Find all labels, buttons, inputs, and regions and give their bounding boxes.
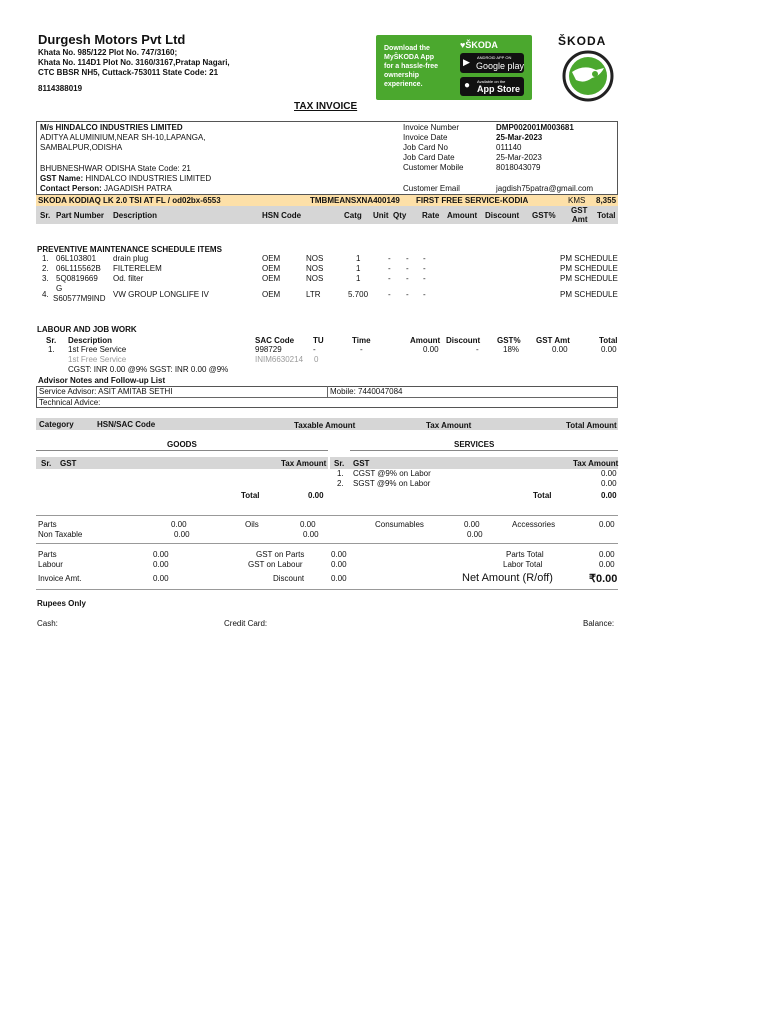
app-store-badge[interactable]: [460, 77, 524, 96]
banner-line2: MyŠKODA App: [384, 54, 435, 61]
vehicle-vin: TMBMEANSXNA400149: [310, 196, 400, 205]
parts-total-label: Parts Total: [506, 550, 544, 559]
col-sr: Sr.: [40, 211, 51, 220]
labour-sub-tu: 0: [314, 355, 319, 364]
kms-label: KMS: [568, 196, 586, 205]
parts-label: Parts: [38, 520, 57, 529]
gst-labour-label: GST on Labour: [248, 560, 303, 569]
play-icon: ▶: [463, 57, 470, 67]
labour-gstp: 18%: [503, 345, 520, 354]
app-banner[interactable]: [376, 35, 532, 100]
labour-col-amount: Amount: [410, 336, 441, 345]
pm-catg: OEM: [262, 274, 281, 283]
labour-discount: -: [476, 345, 479, 354]
pm-rate: -: [388, 264, 391, 273]
pm-amount: -: [406, 264, 409, 273]
labour-col-total: Total: [599, 336, 618, 345]
advisor-title: Advisor Notes and Follow-up List: [38, 376, 166, 385]
pm-desc: drain plug: [113, 254, 149, 263]
pm-rate: -: [388, 290, 391, 299]
pm-desc: Od. filter: [113, 274, 144, 283]
parts2-label: Parts: [38, 550, 57, 559]
pm-discount: -: [423, 254, 426, 263]
col-rate: Rate: [422, 211, 440, 220]
skoda-logo: [562, 50, 614, 104]
pm-part: 5Q0819669: [56, 274, 98, 283]
pm-part: 06L103801: [56, 254, 97, 263]
job-card-date-label: Job Card Date: [403, 153, 455, 162]
labor-total-label: Labor Total: [503, 560, 543, 569]
pm-discount: -: [423, 264, 426, 273]
invoice-amt-label: Invoice Amt.: [38, 574, 82, 583]
brand-wordmark: ŠKODA: [558, 34, 607, 48]
accessories-label: Accessories: [512, 520, 556, 529]
parts-value: 0.00: [171, 520, 187, 529]
pm-discount: -: [423, 274, 426, 283]
pm-unit: NOS: [306, 264, 324, 273]
cash-label: Cash:: [37, 619, 58, 628]
services-col-tax-amount: Tax Amount: [573, 459, 619, 468]
goods-divider: [36, 450, 328, 451]
customer-name: M/s HINDALCO INDUSTRIES LIMITED: [40, 123, 183, 132]
services-total-value: 0.00: [601, 491, 617, 500]
pm-catg: OEM: [262, 254, 281, 263]
labour-col-desc: Description: [68, 336, 113, 345]
rupees-only: Rupees Only: [37, 599, 86, 608]
pm-qty: 5.700: [348, 290, 369, 299]
parts2-value: 0.00: [153, 550, 169, 559]
goods-col-tax-amount: Tax Amount: [281, 459, 327, 468]
pm-part-line2: S60577M9IND: [53, 294, 106, 303]
tax-col-total: Total Amount: [566, 421, 617, 430]
labour-time: -: [360, 345, 363, 354]
pm-remark: PM SCHEDULE: [560, 290, 618, 299]
goods-total-value: 0.00: [308, 491, 324, 500]
discount-label: Discount: [273, 574, 305, 583]
gst-name-value: HINDALCO INDUSTRIES LIMITED: [85, 174, 212, 183]
pm-unit: NOS: [306, 254, 324, 263]
tax-col-taxable: Taxable Amount: [294, 421, 356, 430]
net-amount-label: Net Amount (R/off): [462, 572, 553, 584]
customer-address-line1: ADITYA ALUMINIUM,NEAR SH-10,LAPANGA,: [40, 133, 206, 142]
banner-line4: ownership: [384, 72, 420, 79]
tax-col-category: Category: [39, 420, 74, 429]
accessories-value: 0.00: [599, 520, 615, 529]
pm-amount: -: [406, 274, 409, 283]
contact-value: JAGADISH PATRA: [104, 184, 172, 193]
pm-qty: 1: [356, 274, 361, 283]
col-gst-amt-1: GST: [571, 206, 588, 215]
pm-rate: -: [388, 254, 391, 263]
pm-sr: 4.: [42, 290, 49, 299]
customer-mobile-label: Customer Mobile: [403, 163, 464, 172]
services-title: SERVICES: [454, 440, 495, 449]
job-card-no-label: Job Card No: [403, 143, 448, 152]
discount-value: 0.00: [331, 574, 347, 583]
job-card-date-value: 25-Mar-2023: [496, 153, 542, 162]
pm-sr: 1.: [42, 254, 49, 263]
col-unit: Unit: [373, 211, 389, 220]
pm-desc: VW GROUP LONGLIFE IV: [113, 290, 209, 299]
pm-unit: LTR: [306, 290, 321, 299]
banner-line1: Download the: [384, 45, 430, 52]
invoice-number-value: DMP002001M003681: [496, 123, 574, 132]
job-card-no-value: 011140: [496, 143, 522, 152]
company-address-line3: CTC BBSR NH5, Cuttack-753011 State Code: 21: [38, 68, 219, 77]
totals-divider-1: [36, 515, 618, 516]
apple-icon: ●: [464, 80, 471, 91]
customer-mobile-value: 8018043079: [496, 163, 541, 172]
labor-total-value: 0.00: [599, 560, 615, 569]
svc-sr: 1.: [337, 469, 344, 478]
col-description: Description: [113, 211, 158, 220]
goods-col-gst: GST: [60, 459, 77, 468]
labour-desc: 1st Free Service: [68, 345, 127, 354]
totals-divider-2: [36, 543, 618, 544]
goods-total-label: Total: [241, 491, 260, 500]
pm-discount: -: [423, 290, 426, 299]
pm-catg: OEM: [262, 264, 281, 273]
nontaxable-value-2: 0.00: [303, 530, 319, 539]
consumables-label: Consumables: [375, 520, 424, 529]
pm-remark: PM SCHEDULE: [560, 264, 618, 273]
col-hsn: HSN Code: [262, 211, 302, 220]
pm-qty: 1: [356, 264, 361, 273]
technical-advice: Technical Advice:: [39, 398, 101, 407]
labour-label: Labour: [38, 560, 63, 569]
advisor-mobile: Mobile: 7440047084: [330, 387, 403, 396]
oils-label: Oils: [245, 520, 259, 529]
google-play-badge[interactable]: [460, 53, 524, 73]
google-play-big: Google play: [476, 61, 525, 71]
pm-unit: NOS: [306, 274, 324, 283]
app-store-small: Available on the: [477, 79, 506, 84]
goods-title: GOODS: [167, 440, 197, 449]
tax-col-hsn: HSN/SAC Code: [97, 420, 156, 429]
labour-value: 0.00: [153, 560, 169, 569]
pm-remark: PM SCHEDULE: [560, 274, 618, 283]
banner-brand: ♥ŠKODA: [460, 40, 498, 50]
labour-col-gstamt: GST Amt: [536, 336, 570, 345]
advisor-divider: [36, 397, 618, 398]
company-phone: 8114388019: [38, 84, 83, 93]
labour-col-gstp: GST%: [497, 336, 521, 345]
pm-rate: -: [388, 274, 391, 283]
customer-email-label: Customer Email: [403, 184, 460, 193]
pm-sr: 2.: [42, 264, 49, 273]
labour-col-discount: Discount: [446, 336, 481, 345]
services-total-label: Total: [533, 491, 552, 500]
col-catg: Catg: [344, 211, 362, 220]
gst-name-label: GST Name:: [40, 174, 84, 183]
labour-sac: 998729: [255, 345, 282, 354]
gst-labour-value: 0.00: [331, 560, 347, 569]
svc-gst: SGST @9% on Labor: [353, 479, 431, 488]
credit-card-label: Credit Card:: [224, 619, 268, 628]
contact-label: Contact Person:: [40, 184, 102, 193]
labour-col-time: Time: [352, 336, 371, 345]
labour-title: LABOUR AND JOB WORK: [37, 325, 137, 334]
service-advisor: Service Advisor: ASIT AMITAB SETHI: [39, 387, 173, 396]
col-part-number: Part Number: [56, 211, 105, 220]
company-address-line2: Khata No. 114D1 Plot No. 3160/3167,Pratap Nagari,: [38, 58, 230, 67]
svc-amt: 0.00: [601, 469, 617, 478]
nontaxable-label: Non Taxable: [38, 530, 83, 539]
goods-col-sr: Sr.: [41, 459, 52, 468]
invoice-date-value: 25-Mar-2023: [496, 133, 543, 142]
totals-divider-3: [36, 589, 618, 590]
pm-amount: -: [406, 290, 409, 299]
pm-sr: 3.: [42, 274, 49, 283]
labour-tax-line: CGST: INR 0.00 @9% SGST: INR 0.00 @9%: [68, 365, 229, 374]
pm-remark: PM SCHEDULE: [560, 254, 618, 263]
labour-sub-desc: 1st Free Service: [68, 355, 127, 364]
banner-line5: experience.: [384, 81, 423, 88]
advisor-col-divider: [327, 386, 328, 397]
pm-amount: -: [406, 254, 409, 263]
company-name: Durgesh Motors Pvt Ltd: [38, 32, 186, 47]
labour-col-sr: Sr.: [46, 336, 57, 345]
customer-email-value: jagdish75patra@gmail.com: [496, 184, 594, 193]
svc-gst: CGST @9% on Labor: [353, 469, 431, 478]
services-col-sr: Sr.: [334, 459, 345, 468]
pm-qty: 1: [356, 254, 361, 263]
col-discount: Discount: [485, 211, 520, 220]
col-total: Total: [597, 211, 616, 220]
labour-sr: 1.: [48, 345, 55, 354]
kms-value: 8,355: [596, 196, 617, 205]
vehicle-model: SKODA KODIAQ LK 2.0 TSI AT FL / od02bx-6553: [38, 196, 221, 205]
labour-amount: 0.00: [423, 345, 439, 354]
labour-col-tu: TU: [313, 336, 324, 345]
labour-tu: -: [313, 345, 316, 354]
tax-col-tax: Tax Amount: [426, 421, 472, 430]
col-amount: Amount: [447, 211, 478, 220]
oils-value: 0.00: [300, 520, 316, 529]
svc-amt: 0.00: [601, 479, 617, 488]
parts-total-value: 0.00: [599, 550, 615, 559]
col-qty: Qty: [393, 211, 407, 220]
pm-catg: OEM: [262, 290, 281, 299]
nontaxable-value-3: 0.00: [467, 530, 483, 539]
doc-title: TAX INVOICE: [294, 101, 358, 112]
pm-section-title: PREVENTIVE MAINTENANCE SCHEDULE ITEMS: [37, 245, 222, 254]
invoice-amt-value: 0.00: [153, 574, 169, 583]
consumables-value: 0.00: [464, 520, 480, 529]
svc-sr: 2.: [337, 479, 344, 488]
labour-total: 0.00: [601, 345, 617, 354]
banner-line3: for a hassle-free: [384, 63, 439, 70]
pm-part: G: [56, 284, 63, 293]
labour-col-sac: SAC Code: [255, 336, 295, 345]
net-amount-value: ₹0.00: [589, 573, 618, 585]
gst-parts-label: GST on Parts: [256, 550, 305, 559]
pm-part: 06L115562B: [56, 264, 101, 273]
google-play-small: ANDROID APP ON: [477, 55, 512, 60]
invoice-number-label: Invoice Number: [403, 123, 460, 132]
labour-gstamt: 0.00: [552, 345, 568, 354]
col-gst-percent: GST%: [532, 211, 556, 220]
gst-parts-value: 0.00: [331, 550, 347, 559]
service-type: FIRST FREE SERVICE-KODIA: [416, 196, 529, 205]
invoice-date-label: Invoice Date: [403, 133, 448, 142]
customer-address-line2: SAMBALPUR,ODISHA: [40, 143, 123, 152]
pm-desc: FILTERELEM: [113, 264, 162, 273]
services-divider: [350, 450, 618, 451]
balance-label: Balance:: [583, 619, 615, 628]
col-gst-amt-2: Amt: [572, 215, 588, 224]
services-col-gst: GST: [353, 459, 370, 468]
customer-state: BHUBNESHWAR ODISHA State Code: 21: [40, 164, 191, 173]
nontaxable-value: 0.00: [174, 530, 190, 539]
company-address-line1: Khata No. 985/122 Plot No. 747/3160;: [38, 48, 178, 57]
labour-sub-code: INIM6630214: [255, 355, 304, 364]
app-store-big: App Store: [477, 84, 521, 94]
